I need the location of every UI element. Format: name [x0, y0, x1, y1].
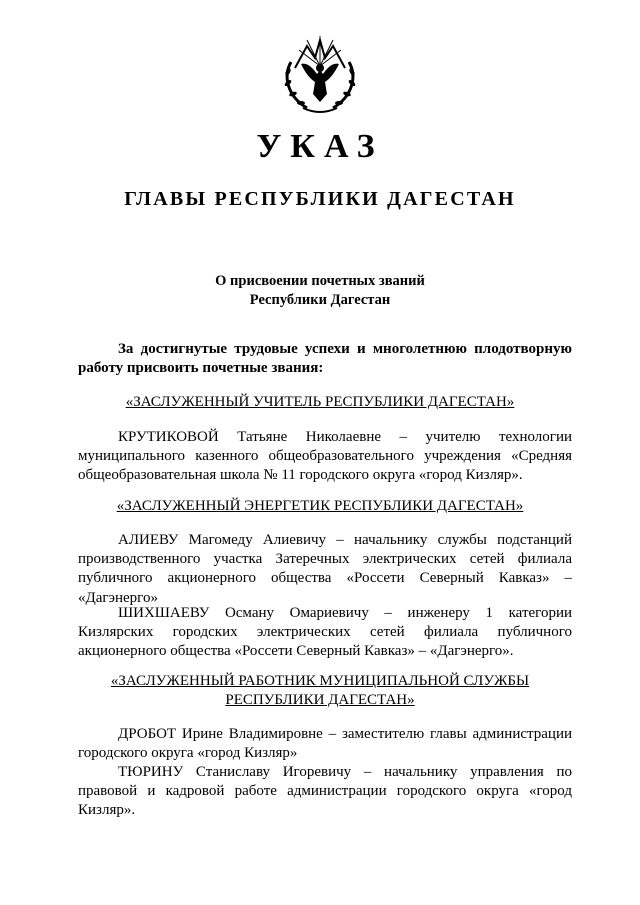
document-title: УКАЗ [256, 128, 384, 165]
entry-line: КРУТИКОВОЙ Татьяне Николаевне – учителю технологии [118, 429, 572, 445]
subject-line: О присвоении почетных званий [215, 273, 425, 289]
entry-line: публичного акционерного общества «Россети Северный Кавказ» – [78, 570, 572, 587]
section-title-line: «ЗАСЛУЖЕННЫЙ РАБОТНИК МУНИЦИПАЛЬНОЙ СЛУЖБЫ [110, 673, 530, 689]
entry-line: Кизляр». [78, 802, 136, 819]
subject-line: Республики Дагестан [249, 292, 391, 308]
document-issuer: ГЛАВЫ РЕСПУБЛИКИ ДАГЕСТАН [124, 188, 516, 210]
entry-line: общеобразовательная школа № 11 городского округа «город Кизляр». [78, 467, 523, 484]
intro-paragraph [78, 340, 572, 378]
intro-line: За достигнутые трудовые успехи и многолетнюю плодотворную [118, 341, 572, 357]
entry-line: ДРОБОТ Ирине Владимировне – заместителю главы администрации [118, 726, 572, 742]
intro-line: работу присвоить почетные звания: [78, 360, 324, 376]
section-title-line: «ЗАСЛУЖЕННЫЙ УЧИТЕЛЬ РЕСПУБЛИКИ ДАГЕСТАН» [125, 394, 515, 410]
award-entry [78, 725, 572, 763]
section-title-line: «ЗАСЛУЖЕННЫЙ ЭНЕРГЕТИК РЕСПУБЛИКИ ДАГЕСТАН» [116, 498, 524, 514]
entry-line: ШИХШАЕВУ Осману Омариевичу – инженеру 1 категории [118, 605, 572, 621]
dagestan-emblem-icon [277, 28, 363, 114]
entry-line: производственного участка Затеречных электрических сетей филиала [78, 551, 572, 568]
award-entry [78, 604, 572, 662]
document-subject [0, 272, 640, 310]
entry-line: акционерного общества «Россети Северный Кавказ» – «Дагэнерго». [78, 643, 514, 660]
section-title-teacher [0, 393, 640, 412]
section-title-energy [0, 497, 640, 516]
entry-line: АЛИЕВУ Магомеду Алиевичу – начальнику службы подстанций [118, 532, 572, 548]
entry-line: «Дагэнерго» [78, 589, 158, 606]
entry-line: городского округа «город Кизляр» [78, 745, 298, 762]
section-title-municipal [0, 672, 640, 710]
entry-line: правовой и кадровой работе администрации городского округа «город [78, 783, 572, 800]
entry-line: Кизлярских городских электрических сетей филиала публичного [78, 624, 572, 641]
award-entry [78, 763, 572, 821]
award-entry [78, 531, 572, 608]
section-title-line: РЕСПУБЛИКИ ДАГЕСТАН» [225, 692, 415, 708]
award-entry [78, 428, 572, 486]
entry-line: муниципального казенного общеобразовательного учреждения «Средняя [78, 448, 572, 465]
entry-line: ТЮРИНУ Станиславу Игоревичу – начальнику управления по [118, 764, 572, 780]
